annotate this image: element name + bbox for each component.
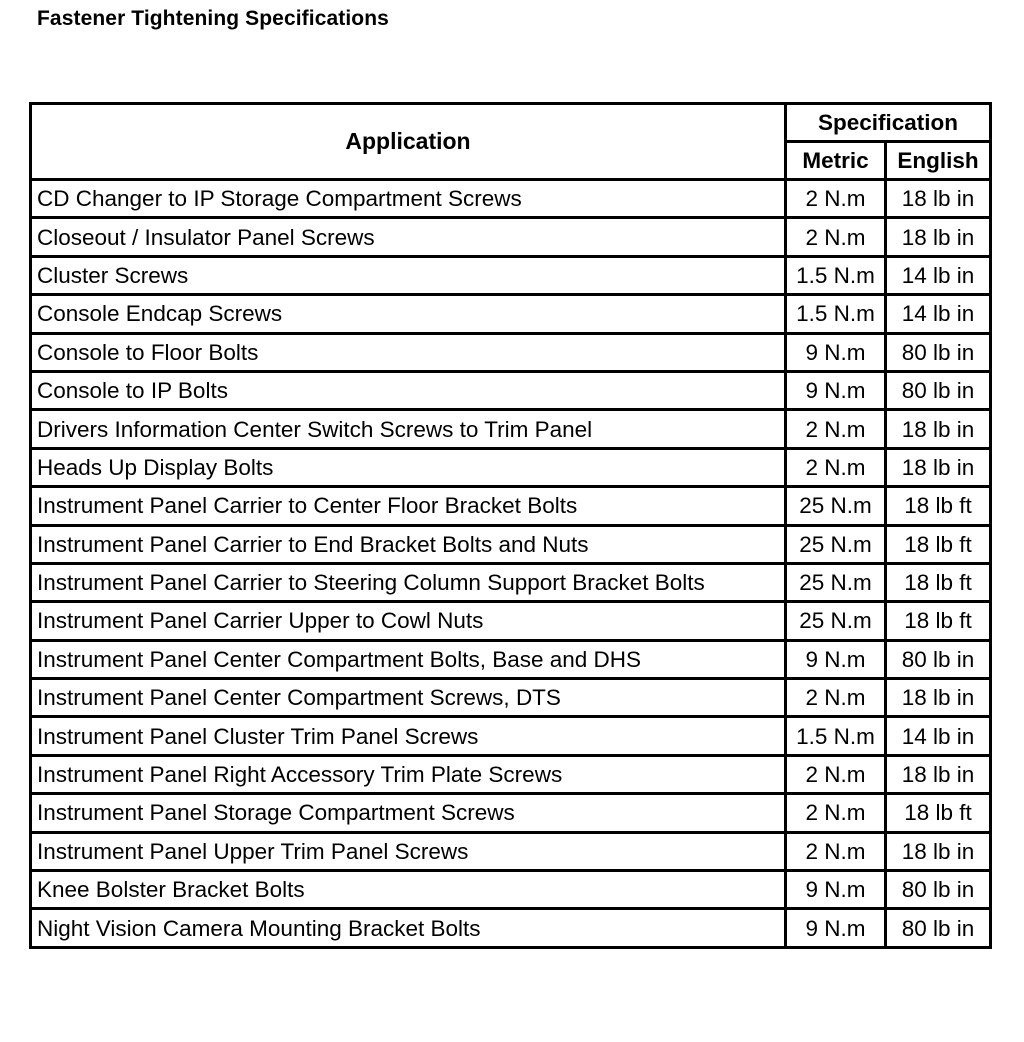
page-title: Fastener Tightening Specifications [37,7,389,30]
english-cell: 14 lb in [886,717,991,755]
english-cell: 80 lb in [886,640,991,678]
application-cell: Instrument Panel Storage Compartment Screws [31,794,786,832]
application-cell: Closeout / Insulator Panel Screws [31,218,786,256]
application-cell: Instrument Panel Carrier to Steering Column Support Bracket Bolts [31,563,786,601]
english-cell: 80 lb in [886,909,991,947]
application-cell: Instrument Panel Right Accessory Trim Plate Screws [31,755,786,793]
english-cell: 18 lb in [886,218,991,256]
english-cell: 80 lb in [886,871,991,909]
application-cell: Instrument Panel Upper Trim Panel Screws [31,832,786,870]
english-cell: 18 lb in [886,679,991,717]
metric-cell: 9 N.m [786,871,886,909]
english-cell: 14 lb in [886,256,991,294]
english-cell: 18 lb ft [886,487,991,525]
metric-cell: 9 N.m [786,333,886,371]
table-row [31,410,991,448]
application-column-header: Application [31,104,786,180]
table-row [31,871,991,909]
metric-cell: 2 N.m [786,832,886,870]
table-row [31,602,991,640]
metric-cell: 25 N.m [786,487,886,525]
metric-cell: 2 N.m [786,180,886,218]
application-cell: Instrument Panel Center Compartment Screws, DTS [31,679,786,717]
metric-cell: 1.5 N.m [786,295,886,333]
table-row [31,909,991,947]
metric-column-header: Metric [786,142,886,180]
application-cell: Instrument Panel Carrier Upper to Cowl Nuts [31,602,786,640]
application-cell: Instrument Panel Carrier to End Bracket Bolts and Nuts [31,525,786,563]
table-row [31,794,991,832]
english-cell: 80 lb in [886,371,991,409]
application-cell: Knee Bolster Bracket Bolts [31,871,786,909]
table-row [31,180,991,218]
table-row [31,755,991,793]
metric-cell: 1.5 N.m [786,717,886,755]
table-body [31,180,991,948]
table-row [31,717,991,755]
application-cell: Heads Up Display Bolts [31,448,786,486]
english-cell: 18 lb ft [886,525,991,563]
table-row [31,640,991,678]
table-row [31,525,991,563]
metric-cell: 2 N.m [786,755,886,793]
english-cell: 18 lb in [886,448,991,486]
specification-column-header: Specification [786,104,991,142]
table-row [31,218,991,256]
table-row [31,679,991,717]
application-cell: CD Changer to IP Storage Compartment Screws [31,180,786,218]
application-cell: Drivers Information Center Switch Screws to Trim Panel [31,410,786,448]
english-cell: 18 lb ft [886,602,991,640]
english-cell: 80 lb in [886,333,991,371]
metric-cell: 2 N.m [786,794,886,832]
english-cell: 18 lb in [886,180,991,218]
metric-cell: 25 N.m [786,563,886,601]
english-cell: 14 lb in [886,295,991,333]
application-cell: Console to IP Bolts [31,371,786,409]
application-cell: Instrument Panel Carrier to Center Floor Bracket Bolts [31,487,786,525]
metric-cell: 9 N.m [786,909,886,947]
application-cell: Console Endcap Screws [31,295,786,333]
metric-cell: 2 N.m [786,410,886,448]
metric-cell: 2 N.m [786,218,886,256]
metric-cell: 9 N.m [786,371,886,409]
table-row [31,832,991,870]
table-row [31,563,991,601]
english-cell: 18 lb ft [886,563,991,601]
fastener-spec-table [29,102,992,949]
metric-cell: 25 N.m [786,602,886,640]
table-row [31,333,991,371]
table-row [31,371,991,409]
table-row [31,487,991,525]
table-row [31,295,991,333]
english-column-header: English [886,142,991,180]
metric-cell: 9 N.m [786,640,886,678]
application-cell: Night Vision Camera Mounting Bracket Bolts [31,909,786,947]
application-cell: Instrument Panel Cluster Trim Panel Screws [31,717,786,755]
english-cell: 18 lb ft [886,794,991,832]
metric-cell: 2 N.m [786,679,886,717]
english-cell: 18 lb in [886,832,991,870]
table-row [31,256,991,294]
english-cell: 18 lb in [886,755,991,793]
metric-cell: 25 N.m [786,525,886,563]
application-cell: Instrument Panel Center Compartment Bolts, Base and DHS [31,640,786,678]
application-cell: Console to Floor Bolts [31,333,786,371]
table-row [31,448,991,486]
metric-cell: 1.5 N.m [786,256,886,294]
metric-cell: 2 N.m [786,448,886,486]
table-header [31,104,991,180]
application-cell: Cluster Screws [31,256,786,294]
english-cell: 18 lb in [886,410,991,448]
